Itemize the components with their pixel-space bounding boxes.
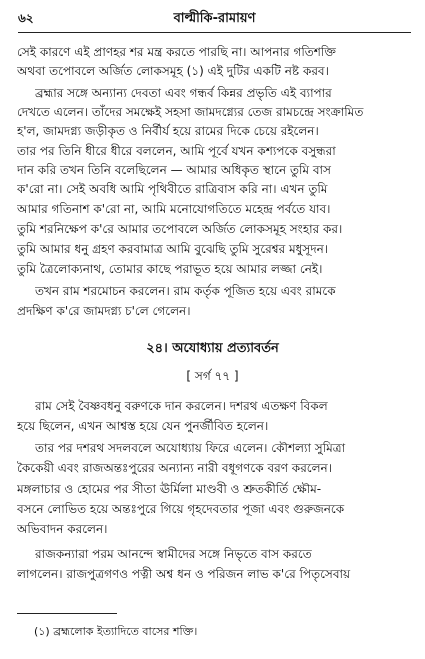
footnote: (১) ব্রহ্মলোক ইত্যাদিতে বাসের শক্তি। xyxy=(34,625,198,638)
text-line: বসনে লোভিত হয়ে অন্তঃপুরে গিয়ে গৃহদেবতার পূজা এবং গুরুজনকে xyxy=(17,502,345,516)
text-line: প্রদক্ষিণ ক'রে জামদগ্ন্য চ'লে গেলেন। xyxy=(17,304,191,318)
text-line: হয়ে ছিলেন, এখন আশ্বস্ত হয়ে যেন পুনর্জীবিত হলেন। xyxy=(17,419,269,433)
text-line: তুমি আমার ধনু গ্রহণ করবামাত্র আমি বুঝেছি তুমি সুরেশ্বর মধুসূদন। xyxy=(17,242,329,256)
text-line: তুমি শরনিক্ষেপ ক'রে আমার তপোবলে অর্জিত লোকসমূহ সংহার কর। xyxy=(17,222,343,236)
text-line: তখন রাম শরমোচন করলেন। রাম কর্তৃক পূজিত হয়ে এবং রামকে xyxy=(35,284,336,298)
text-line: অথবা তপোবলে অর্জিত লোকসমূহ (১) এই দুটির একটি নষ্ট করব। xyxy=(17,64,329,78)
text-line: অভিবাদন করলেন। xyxy=(17,522,108,536)
text-line: হ'ল, জামদগ্ন্য জড়ীকৃত ও নির্বীর্য হয়ে রামের দিকে চেয়ে রইলেন। xyxy=(17,124,319,138)
running-title: বাল্মীকি-রামায়ণ xyxy=(173,11,256,26)
text-line: দেখতে এলেন। তাঁদের সমক্ষেই সহসা জামদগ্ন্যের তেজ রামচন্দ্রে সংক্রামিত xyxy=(17,105,364,119)
text-line: ব্রহ্মার সঙ্গে অন্যান্য দেবতা এবং গন্ধর্ব কিন্নর প্রভৃতি এই ব্যাপার xyxy=(35,86,332,100)
footnote-rule xyxy=(17,613,117,614)
text-line: সেই কারণে এই প্রাণহর শর মন্ত্র করতে পারছি না। আপনার গতিশক্তি xyxy=(17,45,336,59)
section-heading: ২৪। অযোধ্যায় প্রত্যাবর্তন xyxy=(146,341,279,356)
text-line: রাম সেই বৈষ্ণবধনু বরুণকে দান করলেন। দশরথ এতক্ষণ বিকল xyxy=(35,399,328,413)
text-line: তুমি ত্রৈলোক্যনাথ, তোমার কাছে পরাভূত হয়ে আমার লজ্জা নেই। xyxy=(17,262,323,276)
header-rule xyxy=(18,32,411,33)
text-line: তার পর দশরথ সদলবলে অযোধ্যায় ফিরে এলেন। কৌশল্যা সুমিত্রা xyxy=(35,441,346,455)
text-line: তার পর তিনি ধীরে ধীরে বললেন, আমি পূর্বে যখন কশ্যপকে বসুন্ধরা xyxy=(17,144,336,158)
text-line: দান করি তখন তিনি বলেছিলেন — আমার অধিকৃত স্থানে তুমি বাস xyxy=(17,163,331,177)
text-line: লাগলেন। রাজপুত্রগণও পত্নী অশ্ব ধন ও পরিজন লাভ ক'রে পিতৃসেবায় xyxy=(17,567,351,581)
text-line: ক'রো না। সেই অবধি আমি পৃথিবীতে রাত্রিবাস করি না। এখন তুমি xyxy=(17,182,328,196)
canto-label: [ সর্গ ৭৭ ] xyxy=(186,369,239,383)
page-header xyxy=(18,6,411,32)
text-line: আমার গতিনাশ ক'রো না, আমি মনোযোগতিতে মহেন্দ্র পর্বতে যাব। xyxy=(17,202,331,216)
text-line: রাজকন্যারা পরম আনন্দে স্বামীদের সঙ্গে নিভৃতে বাস করতে xyxy=(35,547,312,561)
page-number: ৬২ xyxy=(18,11,34,25)
text-line: কৈকেয়ী এবং রাজঅন্তঃপুরের অন্যান্য নারী বধূগণকে বরণ করলেন। xyxy=(17,461,333,475)
text-line: মঙ্গলাচার ও হোমের পর সীতা ঊর্মিলা মাণ্ডবী ও শ্রুতকীর্তি ক্ষৌম- xyxy=(17,482,322,496)
